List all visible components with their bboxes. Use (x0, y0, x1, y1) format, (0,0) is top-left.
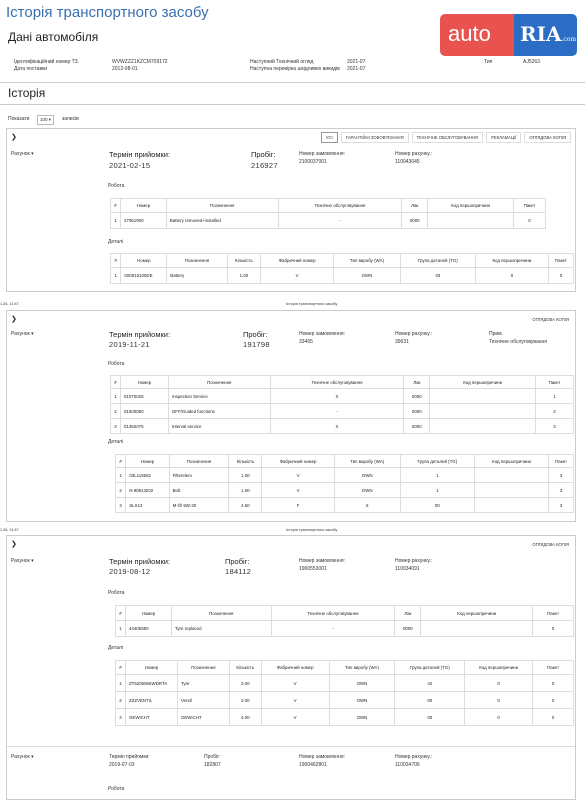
divider (0, 104, 585, 105)
cell: V (261, 692, 329, 709)
table-row (116, 692, 574, 709)
logo-ria: RIA.com (514, 14, 577, 56)
cell: 1 (116, 468, 126, 483)
date-value: 2021-02-15 (109, 161, 151, 170)
invoice-no-value: 110034706 (395, 762, 420, 768)
table-row (116, 709, 574, 726)
cell: 1 (400, 468, 474, 483)
col-header: Група деталей (TG) (395, 661, 465, 675)
history-record-card (6, 310, 576, 522)
table-header-row (111, 254, 574, 268)
cell: 4.00 (229, 709, 261, 726)
history-heading: Історія (8, 86, 46, 100)
table-row (111, 213, 546, 229)
cell (430, 419, 536, 434)
cell: 0000 (404, 419, 430, 434)
cell: 4.50 (229, 498, 262, 513)
cell: N 90813202 (126, 483, 169, 498)
invoice-toggle[interactable]: Рахунок ▾ (11, 331, 34, 337)
col-header: Фабричний номер (261, 254, 334, 268)
table-row (116, 483, 574, 498)
col-header: Фабричний номер (262, 455, 334, 468)
invoice-no-value: 110034091 (395, 566, 420, 572)
parts-table (115, 660, 574, 726)
cell: - (270, 404, 404, 419)
cell: - (271, 621, 395, 637)
col-header: Тип виробу (WA) (334, 455, 400, 468)
cell: 2.00 (229, 692, 261, 709)
vehicle-data-heading: Дані автомобіля (8, 30, 99, 44)
cell: Interval service (168, 419, 270, 434)
cell (430, 404, 536, 419)
cell: 03L115562 (126, 468, 169, 483)
cell: V (262, 468, 334, 483)
delivery-label: Дата поставки (14, 66, 48, 72)
review-copy-button[interactable]: ОГЛЯДОВА КОПІЯ (532, 317, 569, 322)
cell: GEWICHT (177, 709, 229, 726)
cell: 01500050 (120, 404, 168, 419)
table-row (111, 404, 574, 419)
cell: 0 (475, 268, 548, 284)
col-header: Код першопричини (474, 455, 548, 468)
col-header: Технічне обслуговування (271, 606, 395, 621)
col-header: # (111, 376, 121, 389)
work-heading: Робота (108, 786, 125, 792)
cell: 0 (514, 213, 546, 229)
cell: 0 (465, 675, 533, 692)
next-inspection-label: Наступний Технічний огляд (250, 59, 314, 65)
col-header: # (116, 606, 126, 621)
col-header: Фабричний номер (261, 661, 329, 675)
mileage-value: 184112 (225, 567, 252, 576)
col-header: Тип виробу (WA) (329, 661, 395, 675)
cell: 2 (111, 404, 121, 419)
col-header: Пакет (536, 376, 574, 389)
invoice-no-label: Номер рахунку.: (395, 558, 433, 564)
cell: Battery (167, 268, 227, 284)
work-table (115, 605, 574, 637)
col-header: Пакет (533, 661, 574, 675)
table-row (111, 389, 574, 404)
order-label: Номер замовлення: (299, 754, 345, 760)
order-label: Номер замовлення: (299, 331, 345, 337)
cell: 00 (400, 498, 474, 513)
cell: 1 (536, 389, 574, 404)
cell: 3 (549, 498, 574, 513)
parts-heading: Деталі (108, 645, 124, 651)
col-header: Позначення (166, 199, 278, 213)
cell: 0000 (402, 213, 428, 229)
col-header: Позначення (169, 455, 229, 468)
date-value: 2019-07-03 (109, 762, 135, 768)
cell: V (262, 483, 334, 498)
date-label: Термін прийомки: (109, 754, 150, 760)
col-header: Номер (125, 661, 177, 675)
cell (421, 621, 533, 637)
cell: V (261, 675, 329, 692)
col-header: Кількість (229, 455, 262, 468)
cell: Bolt (169, 483, 229, 498)
col-header: Пакет (514, 199, 546, 213)
cell: 3 (111, 419, 121, 434)
divider (0, 82, 585, 83)
cell: 2 (116, 692, 126, 709)
order-label: Номер замовлення: (299, 151, 345, 157)
cell: 2 (116, 483, 126, 498)
order-value: 2100037001 (299, 159, 327, 165)
cell: X (270, 419, 404, 434)
mileage-value: 182807 (204, 762, 221, 768)
cell: F (262, 498, 334, 513)
cell: 0 (548, 268, 573, 284)
cell: 3 (549, 468, 574, 483)
cell (474, 498, 548, 513)
cell: 6 (334, 498, 400, 513)
cell: 01350075 (120, 419, 168, 434)
cell: 3 (536, 419, 574, 434)
col-header: Номер (125, 606, 171, 621)
parts-heading: Деталі (108, 439, 124, 445)
col-header: Група деталей (TG) (400, 254, 475, 268)
cell: 00 (395, 709, 465, 726)
cell: 2.00 (229, 675, 261, 692)
cell: 42 (395, 675, 465, 692)
cell: OWN (334, 483, 400, 498)
cell: 0000 (404, 404, 430, 419)
col-header: Код першопричини (430, 376, 536, 389)
type-value: AJ5263 (523, 59, 540, 65)
cell: 1 (111, 389, 121, 404)
col-header: Номер (121, 254, 167, 268)
cell: 0 (465, 709, 533, 726)
mileage-label: Пробіг: (251, 150, 276, 159)
cell: SLX13 (126, 498, 169, 513)
col-header: Кількість (227, 254, 260, 268)
cell: GEWICHT (125, 709, 177, 726)
cell: 1 (111, 213, 121, 229)
cell: 3 (116, 498, 126, 513)
date-label: Термін прийомки: (109, 150, 171, 159)
cell: 0000 (404, 389, 430, 404)
note-label: Прим. (489, 331, 503, 337)
col-header: Кількість (229, 661, 261, 675)
cell: ZZZVENTIL (125, 692, 177, 709)
col-header: Код першопричини (475, 254, 548, 268)
col-header: Пакет (549, 455, 574, 468)
history-filters (321, 132, 571, 143)
work-heading: Робота (108, 183, 125, 189)
col-header: Код першопричини (428, 199, 514, 213)
cell: GFF/Guided functions (168, 404, 270, 419)
table-row (116, 621, 574, 637)
col-header: Пакет (548, 254, 573, 268)
date-label: Термін прийомки: (109, 330, 171, 339)
print-title: Історія транспортного засобу (286, 302, 338, 306)
mileage-value: 191798 (243, 340, 270, 349)
cell: OWN (329, 709, 395, 726)
cell: Battery removed+installed (166, 213, 278, 229)
cell: 3 (116, 709, 126, 726)
table-row (111, 419, 574, 434)
col-header: Номер (126, 455, 169, 468)
invoice-toggle[interactable]: Рахунок ▾ (11, 754, 34, 760)
order-label: Номер замовлення: (299, 558, 345, 564)
cell: Ventil (177, 692, 229, 709)
cell (430, 389, 536, 404)
delivery-value: 2012-08-01 (112, 66, 138, 72)
cell: 1.00 (227, 268, 260, 284)
col-header: # (116, 455, 126, 468)
cell: 44405550 (125, 621, 171, 637)
cell: 1 (116, 621, 126, 637)
autoria-logo[interactable] (440, 14, 577, 56)
cell: Inspection Service (168, 389, 270, 404)
review-copy-button[interactable]: ОГЛЯДОВА КОПІЯ (532, 542, 569, 547)
filter-all[interactable]: УСІ (321, 132, 338, 143)
cell: 00 (395, 692, 465, 709)
cell: OWN (334, 268, 401, 284)
chevron-down-icon[interactable]: ❯ (11, 541, 17, 548)
filter-review-copy[interactable]: ОГЛЯДОВА КОПІЯ (524, 132, 571, 143)
filter-claims[interactable]: РЕКЛАМАЦІЇ (486, 132, 521, 143)
cell: 0 (465, 692, 533, 709)
table-header-row (116, 455, 574, 468)
table-row (116, 675, 574, 692)
page-size-select[interactable]: 100 ▾ (37, 115, 54, 125)
parts-table (115, 454, 574, 513)
logo-auto: auto (440, 14, 514, 56)
next-emission-value: 2021-07 (347, 66, 366, 72)
record-divider (7, 746, 575, 747)
cell: X (270, 389, 404, 404)
vin-label: Ідентифікаційний номер ТЗ. (14, 59, 80, 65)
col-header: Група деталей (TG) (400, 455, 474, 468)
next-inspection-value: 2021-07 (347, 59, 366, 65)
mileage-value: 216927 (251, 161, 278, 170)
col-header: Позначення (171, 606, 271, 621)
table-row (116, 468, 574, 483)
col-header: Код першопричини (465, 661, 533, 675)
cell: 0 (533, 692, 574, 709)
mileage-label: Пробіг: (204, 754, 221, 760)
cell: 1 (116, 675, 126, 692)
filter-maintenance[interactable]: ТЕХНІЧНЕ ОБСЛУГОВУВАННЯ (412, 132, 483, 143)
table-header-row (116, 606, 574, 621)
work-table (110, 198, 546, 229)
table-header-row (111, 199, 546, 213)
work-table (110, 375, 574, 434)
history-record-card (6, 535, 576, 800)
cell: 0000 (395, 621, 421, 637)
print-title: Історія транспортного засобу (286, 528, 338, 532)
col-header: # (111, 199, 121, 213)
parts-table (110, 253, 574, 284)
page-title: Історія транспортного засобу (6, 4, 209, 21)
type-label: Тип (484, 59, 493, 65)
cell: Tyre (177, 675, 229, 692)
invoice-no-label: Номер рахунку.: (395, 754, 433, 760)
vin-value: WVWZZZ1KZCM709172 (112, 59, 168, 65)
col-header: Позначення (177, 661, 229, 675)
table-header-row (111, 376, 574, 389)
cell: V (261, 709, 329, 726)
print-timestamp: 1.26, 11:47 (0, 302, 19, 306)
table-header-row (116, 661, 574, 675)
cell: 0 (533, 621, 574, 637)
col-header: Лак (402, 199, 428, 213)
col-header: # (116, 661, 126, 675)
history-record-card (6, 128, 576, 292)
cell: Tyre replaced (171, 621, 271, 637)
cell: OWN (329, 675, 395, 692)
cell: 27061900 (120, 213, 166, 229)
cell: 000915105DE (121, 268, 167, 284)
col-header: Лак (404, 376, 430, 389)
cell: - (278, 213, 402, 229)
date-value: 2019-11-21 (109, 340, 150, 349)
cell (428, 213, 514, 229)
filter-warranty[interactable]: ГАРАНТІЙНІ ЗОБОВ'ЯЗАННЯ (341, 132, 409, 143)
table-row (116, 498, 574, 513)
date-value: 2019-08-12 (109, 567, 151, 576)
records-label: записів (62, 116, 79, 122)
cell: OWN (334, 468, 400, 483)
cell: 01070025 (120, 389, 168, 404)
parts-heading: Деталі (108, 239, 124, 245)
invoice-no-value: 39631 (395, 339, 409, 345)
cell: 2 (536, 404, 574, 419)
invoice-toggle[interactable]: Рахунок ▾ (11, 151, 34, 157)
col-header: Технічне обслуговування (278, 199, 402, 213)
cell: OWN (329, 692, 395, 709)
date-label: Термін прийомки: (109, 557, 171, 566)
chevron-down-icon[interactable]: ❯ (11, 316, 17, 323)
cell: Filterelem (169, 468, 229, 483)
cell: ZT5205556WDRTA (125, 675, 177, 692)
invoice-no-value: 110043045 (395, 159, 420, 165)
order-value: 33465 (299, 339, 313, 345)
cell: 0 (533, 709, 574, 726)
col-header: Номер (120, 376, 168, 389)
work-heading: Робота (108, 361, 125, 367)
col-header: Позначення (168, 376, 270, 389)
cell: V (261, 268, 334, 284)
table-row (111, 268, 574, 284)
cell: M-Öl 5W-30 (169, 498, 229, 513)
mileage-label: Пробіг: (225, 557, 250, 566)
invoice-no-label: Номер рахунку.: (395, 331, 433, 337)
invoice-no-label: Номер рахунку.: (395, 151, 433, 157)
col-header: Код першопричини (421, 606, 533, 621)
col-header: Пакет (533, 606, 574, 621)
mileage-label: Пробіг: (243, 330, 268, 339)
cell: 3 (549, 483, 574, 498)
col-header: Тип виробу (WA) (334, 254, 401, 268)
col-header: # (111, 254, 121, 268)
cell: 1 (111, 268, 121, 284)
work-heading: Робота (108, 590, 125, 596)
print-timestamp: 1.26, 11:47 (0, 528, 19, 532)
col-header: Позначення (167, 254, 227, 268)
col-header: Номер (120, 199, 166, 213)
note-value: Технічне обслуговування (489, 339, 548, 345)
order-value: 1900553001 (299, 566, 327, 572)
cell (474, 468, 548, 483)
cell: 1 (400, 483, 474, 498)
cell: 0 (533, 675, 574, 692)
show-label: Показати (8, 116, 30, 122)
col-header: Лак (395, 606, 421, 621)
next-emission-label: Наступна перевірка шкідливих викидів (250, 66, 340, 72)
cell: 03 (400, 268, 475, 284)
invoice-toggle[interactable]: Рахунок ▾ (11, 558, 34, 564)
order-value: 1900462801 (299, 762, 327, 768)
cell: 1.00 (229, 483, 262, 498)
cell: 1.00 (229, 468, 262, 483)
cell (474, 483, 548, 498)
chevron-down-icon[interactable]: ❯ (11, 134, 17, 141)
col-header: Технічне обслуговування (270, 376, 404, 389)
